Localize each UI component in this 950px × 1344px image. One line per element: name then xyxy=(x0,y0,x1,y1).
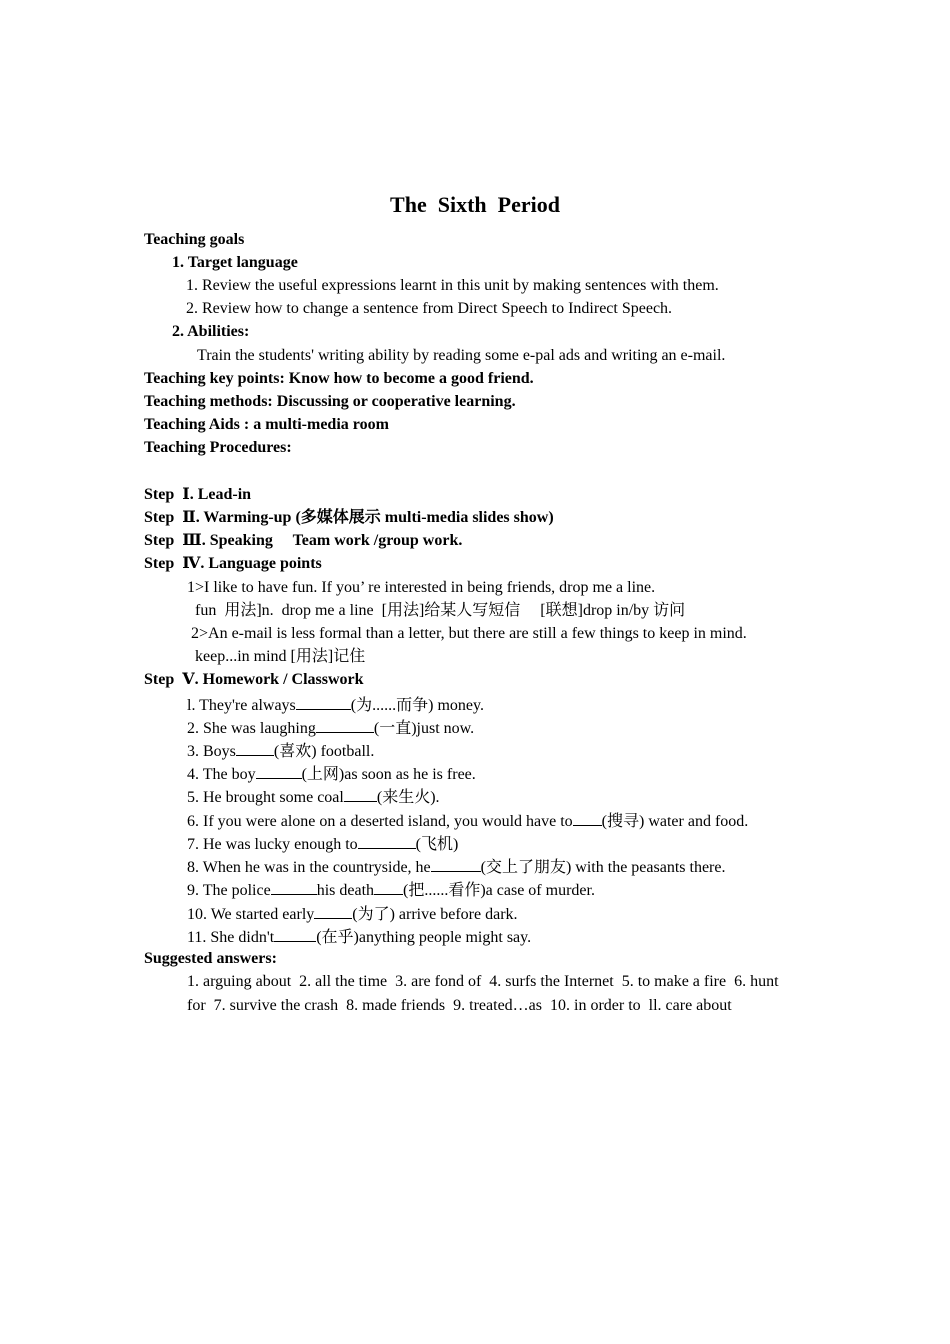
suggested-answers-line: for 7. survive the crash 8. made friends 9. treated…as 10. in order to ll. care about xyxy=(187,997,732,1014)
key-points: Teaching key points: Know how to become a good friend. xyxy=(144,370,534,387)
exercise-hint: (一直)just now. xyxy=(373,720,475,737)
exercise-hint: (搜寻) water and food. xyxy=(601,813,749,830)
exercise-item xyxy=(187,879,595,899)
step-homework: Step Ⅴ. Homework / Classwork xyxy=(144,671,364,688)
teaching-goals-heading: Teaching goals xyxy=(144,231,245,248)
exercise-item xyxy=(187,763,476,783)
exercise-item xyxy=(187,740,374,760)
answer-blank xyxy=(296,694,351,710)
target-language-item: 1. Review the useful expressions learnt in this unit by making sentences with them. xyxy=(186,277,719,294)
answer-blank xyxy=(374,879,403,895)
target-language-item: 2. Review how to change a sentence from Direct Speech to Indirect Speech. xyxy=(186,300,673,317)
language-point: 2>An e-mail is less formal than a letter, but there are still a few things to keep in mind. xyxy=(191,625,747,642)
exercise-hint: (交上了朋友) with the peasants there. xyxy=(480,859,726,876)
exercise-text: 5. He brought some coal xyxy=(187,789,344,806)
abilities-text: Train the students' writing ability by reading some e-pal ads and writing an e-mail. xyxy=(197,347,726,364)
suggested-answers-heading: Suggested answers: xyxy=(144,950,277,967)
answer-blank xyxy=(236,740,274,756)
exercise-item xyxy=(187,833,458,853)
page-title: The Sixth Period xyxy=(390,192,560,217)
exercise-hint: (上网)as soon as he is free. xyxy=(301,766,476,783)
answer-blank xyxy=(431,856,481,872)
exercise-text: 4. The boy xyxy=(187,766,256,783)
answer-blank xyxy=(274,926,316,942)
answer-blank xyxy=(271,879,317,895)
exercise-text: 2. She was laughing xyxy=(187,720,316,737)
exercise-text: 7. He was lucky enough to xyxy=(187,836,358,853)
exercise-text: 9. The police xyxy=(187,882,271,899)
exercise-hint: (喜欢) football. xyxy=(273,743,375,760)
exercise-hint: (为......而争) money. xyxy=(350,697,484,714)
answer-blank xyxy=(314,903,352,919)
exercise-text: 3. Boys xyxy=(187,743,236,760)
exercise-text: 6. If you were alone on a deserted island, you would have to xyxy=(187,813,573,830)
exercise-hint: (在乎)anything people might say. xyxy=(316,929,532,946)
step-lead-in: Step Ⅰ. Lead-in xyxy=(144,486,252,503)
step-warming-up: Step Ⅱ. Warming-up (多媒体展示 multi-media slides show) xyxy=(144,509,554,526)
exercise-hint: (把......看作)a case of murder. xyxy=(403,882,595,899)
answer-blank xyxy=(573,810,602,826)
language-point-note: fun 用法]n. drop me a line [用法]给某人写短信 [联想]drop in/by 访问 xyxy=(195,602,686,619)
abilities-heading: 2. Abilities: xyxy=(172,323,250,340)
teaching-methods: Teaching methods: Discussing or cooperative learning. xyxy=(144,393,516,410)
exercise-hint: (为了) arrive before dark. xyxy=(352,906,518,923)
exercise-item xyxy=(187,856,725,876)
exercise-item xyxy=(187,786,440,806)
exercise-item xyxy=(187,694,484,714)
exercise-item xyxy=(187,903,518,923)
answer-blank xyxy=(358,833,416,849)
answer-blank xyxy=(256,763,302,779)
teaching-aids: Teaching Aids : a multi-media room xyxy=(144,416,389,433)
exercise-item xyxy=(187,717,474,737)
step-speaking: Step Ⅲ. Speaking Team work /group work. xyxy=(144,532,463,549)
answer-blank xyxy=(344,786,377,802)
exercise-text: 11. She didn't xyxy=(187,929,275,946)
suggested-answers-line: 1. arguing about 2. all the time 3. are fond of 4. surfs the Internet 5. to make a fire 6. hunt xyxy=(187,973,779,990)
exercise-text: l. They're always xyxy=(187,697,296,714)
exercise-text: 10. We started early xyxy=(187,906,315,923)
exercise-item xyxy=(187,926,531,946)
step-language-points: Step Ⅳ. Language points xyxy=(144,555,322,572)
exercise-item xyxy=(187,810,748,830)
target-language-heading: 1. Target language xyxy=(172,254,298,271)
exercise-text: 8. When he was in the countryside, he xyxy=(187,859,431,876)
language-point-note: keep...in mind [用法]记住 xyxy=(195,648,366,665)
exercise-hint: (来生火). xyxy=(376,789,440,806)
answer-blank xyxy=(316,717,374,733)
teaching-procedures: Teaching Procedures: xyxy=(144,439,292,456)
exercise-hint: (飞机) xyxy=(415,836,459,853)
exercise-text: his death xyxy=(316,882,375,899)
language-point: 1>I like to have fun. If you’ re interested in being friends, drop me a line. xyxy=(187,579,656,596)
